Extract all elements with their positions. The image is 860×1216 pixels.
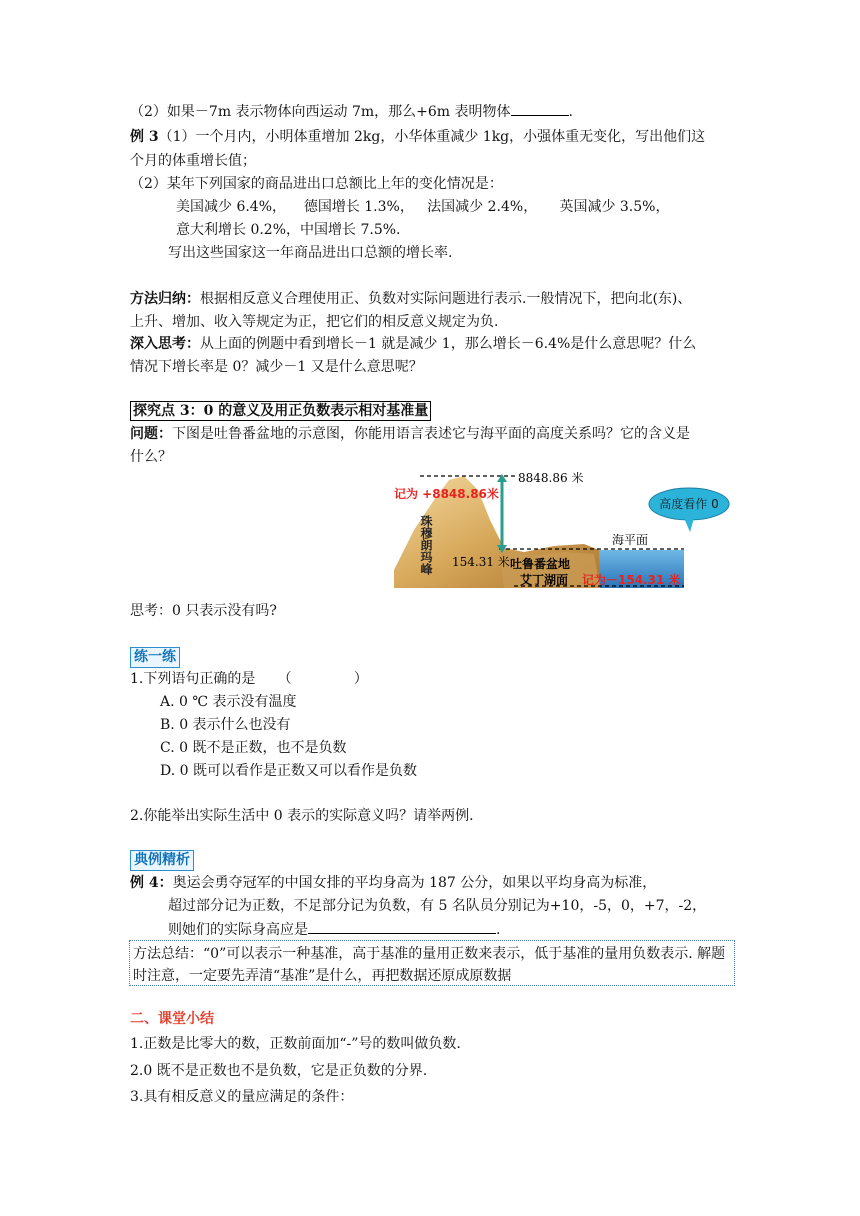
lake-label: 艾丁湖面 [520, 573, 569, 587]
basin-label: 吐鲁番盆地 [510, 557, 571, 571]
option-c[interactable] [160, 737, 770, 759]
think-line-2 [130, 356, 740, 378]
text: 奥运会勇夺冠军的中国女排的平均身高为 187 公分，如果以平均身高为标准， [172, 875, 657, 891]
text: （2）某年下列国家的商品进出口总额比上年的变化情况是： [130, 176, 503, 192]
text: 则她们的实际身高应是 [168, 922, 308, 938]
example-3-line-2 [130, 150, 740, 172]
method-label: 方法归纳： [130, 291, 200, 307]
text: 情况下增长率是 0？减少－1 又是什么意思呢？ [130, 359, 423, 375]
explore-heading [130, 400, 740, 422]
question-2b [130, 173, 740, 195]
countries-line-2 [176, 219, 786, 241]
section-2-heading [130, 1008, 740, 1030]
depth-value-label: 154.31 米 [452, 555, 510, 569]
method-line [130, 288, 740, 310]
question-2-line [130, 100, 740, 123]
text: D. 0 既可以看作是正数又可以看作是负数 [160, 763, 417, 779]
text: 超过部分记为正数，不足部分记为负数，有 5 名队员分别记为+10，-5，0，+7，-2， [168, 898, 707, 914]
text: 下图是吐鲁番盆地的示意图，你能用语言表述它与海平面的高度关系吗？它的含义是 [172, 426, 690, 442]
practice-question-1 [130, 668, 740, 690]
answer-blank[interactable] [308, 918, 496, 934]
sea-level-label: 海平面 [612, 533, 649, 547]
write-rate-line [168, 242, 778, 264]
peak-name-label: 珠穆朗玛峰 [419, 515, 433, 575]
bubble-pointer-icon [684, 518, 694, 532]
example-3-line [130, 126, 740, 148]
question-label: 问题： [130, 426, 172, 442]
text: 2.0 既不是正数也不是负数，它是正负数的分界. [130, 1063, 428, 1079]
text: （2）如果－7m 表示物体向西运动 7m，那么+6m 表明物体 [130, 104, 511, 120]
example-label: 例 3 [130, 129, 159, 145]
text: C. 0 既不是正数，也不是负数 [160, 740, 347, 756]
example-4-line-3 [168, 918, 778, 941]
option-b[interactable] [160, 714, 770, 736]
think-line [130, 333, 740, 355]
countries-line-1 [176, 196, 786, 218]
text: 从上面的例题中看到增长－1 就是减少 1，那么增长－6.4%是什么意思呢？什么 [200, 336, 697, 352]
method-line-2 [130, 311, 740, 333]
top-value-label: 8848.86 米 [518, 471, 584, 485]
example-heading [130, 849, 740, 871]
method-summary-box [129, 940, 735, 986]
option-a[interactable] [160, 691, 770, 713]
think-zero-line [130, 600, 740, 622]
zero-bubble-label: 高度看作 0 [659, 497, 719, 511]
explore-title: 探究点 3：0 的意义及用正负数表示相对基准量 [130, 401, 431, 421]
text: 1.下列语句正确的是 （ ） [130, 671, 368, 687]
section-title: 二、课堂小结 [130, 1011, 214, 1027]
example-tag: 典例精析 [130, 850, 194, 871]
example-4-line [130, 872, 740, 894]
text: A. 0 ℃ 表示没有温度 [160, 694, 297, 710]
text: 根据相反意义合理使用正、负数对实际问题进行表示.一般情况下，把向北(东)、 [200, 291, 692, 307]
arrow-head-icon [497, 474, 507, 482]
text: 3.具有相反意义的量应满足的条件： [130, 1089, 354, 1105]
text: B. 0 表示什么也没有 [160, 717, 291, 733]
answer-blank[interactable] [511, 100, 569, 116]
summary-2 [130, 1060, 740, 1082]
text: . [496, 922, 501, 938]
text: 思考：0 只表示没有吗? [130, 603, 277, 619]
question-line-2 [130, 446, 740, 468]
negative-record-label: 记为－154.31 米 [582, 573, 681, 587]
summary-text: 方法总结：“0”可以表示一种基准，高于基准的量用正数来表示，低于基准的量用负数表示. 解题时注意，一定要先弄清“基准”是什么，再把数据还原成原数据 [133, 946, 726, 984]
summary-3 [130, 1086, 740, 1108]
text: 个月的体重增长值； [130, 153, 256, 169]
text: （1）一个月内，小明体重增加 2kg，小华体重减少 1kg，小强体重无变化，写出他们这 [158, 129, 706, 145]
practice-tag: 练一练 [130, 647, 180, 668]
text: 1.正数是比零大的数，正数前面加“-”号的数叫做负数. [130, 1036, 461, 1052]
turpan-basin-diagram [394, 470, 734, 588]
practice-heading [130, 646, 740, 668]
think-label: 深入思考： [130, 336, 200, 352]
text: 上升、增加、收入等规定为正，把它们的相反意义规定为负. [130, 314, 499, 330]
text: 写出这些国家这一年商品进出口总额的增长率. [168, 245, 453, 261]
example-label: 例 4： [130, 875, 173, 891]
text: 什么？ [130, 449, 172, 465]
positive-record-label: 记为 +8848.86米 [394, 487, 499, 501]
text: 意大利增长 0.2%，中国增长 7.5%. [176, 222, 401, 238]
text: . [568, 104, 573, 120]
summary-1 [130, 1033, 740, 1055]
text: 美国减少 6.4%， 德国增长 1.3%， 法国减少 2.4%， 英国减少 3.5%， [176, 199, 670, 215]
example-4-line-2 [168, 895, 778, 917]
text: 2.你能举出实际生活中 0 表示的实际意义吗？请举两例. [130, 808, 474, 824]
question-line [130, 423, 740, 445]
option-d[interactable] [160, 760, 770, 782]
practice-question-2 [130, 805, 740, 827]
